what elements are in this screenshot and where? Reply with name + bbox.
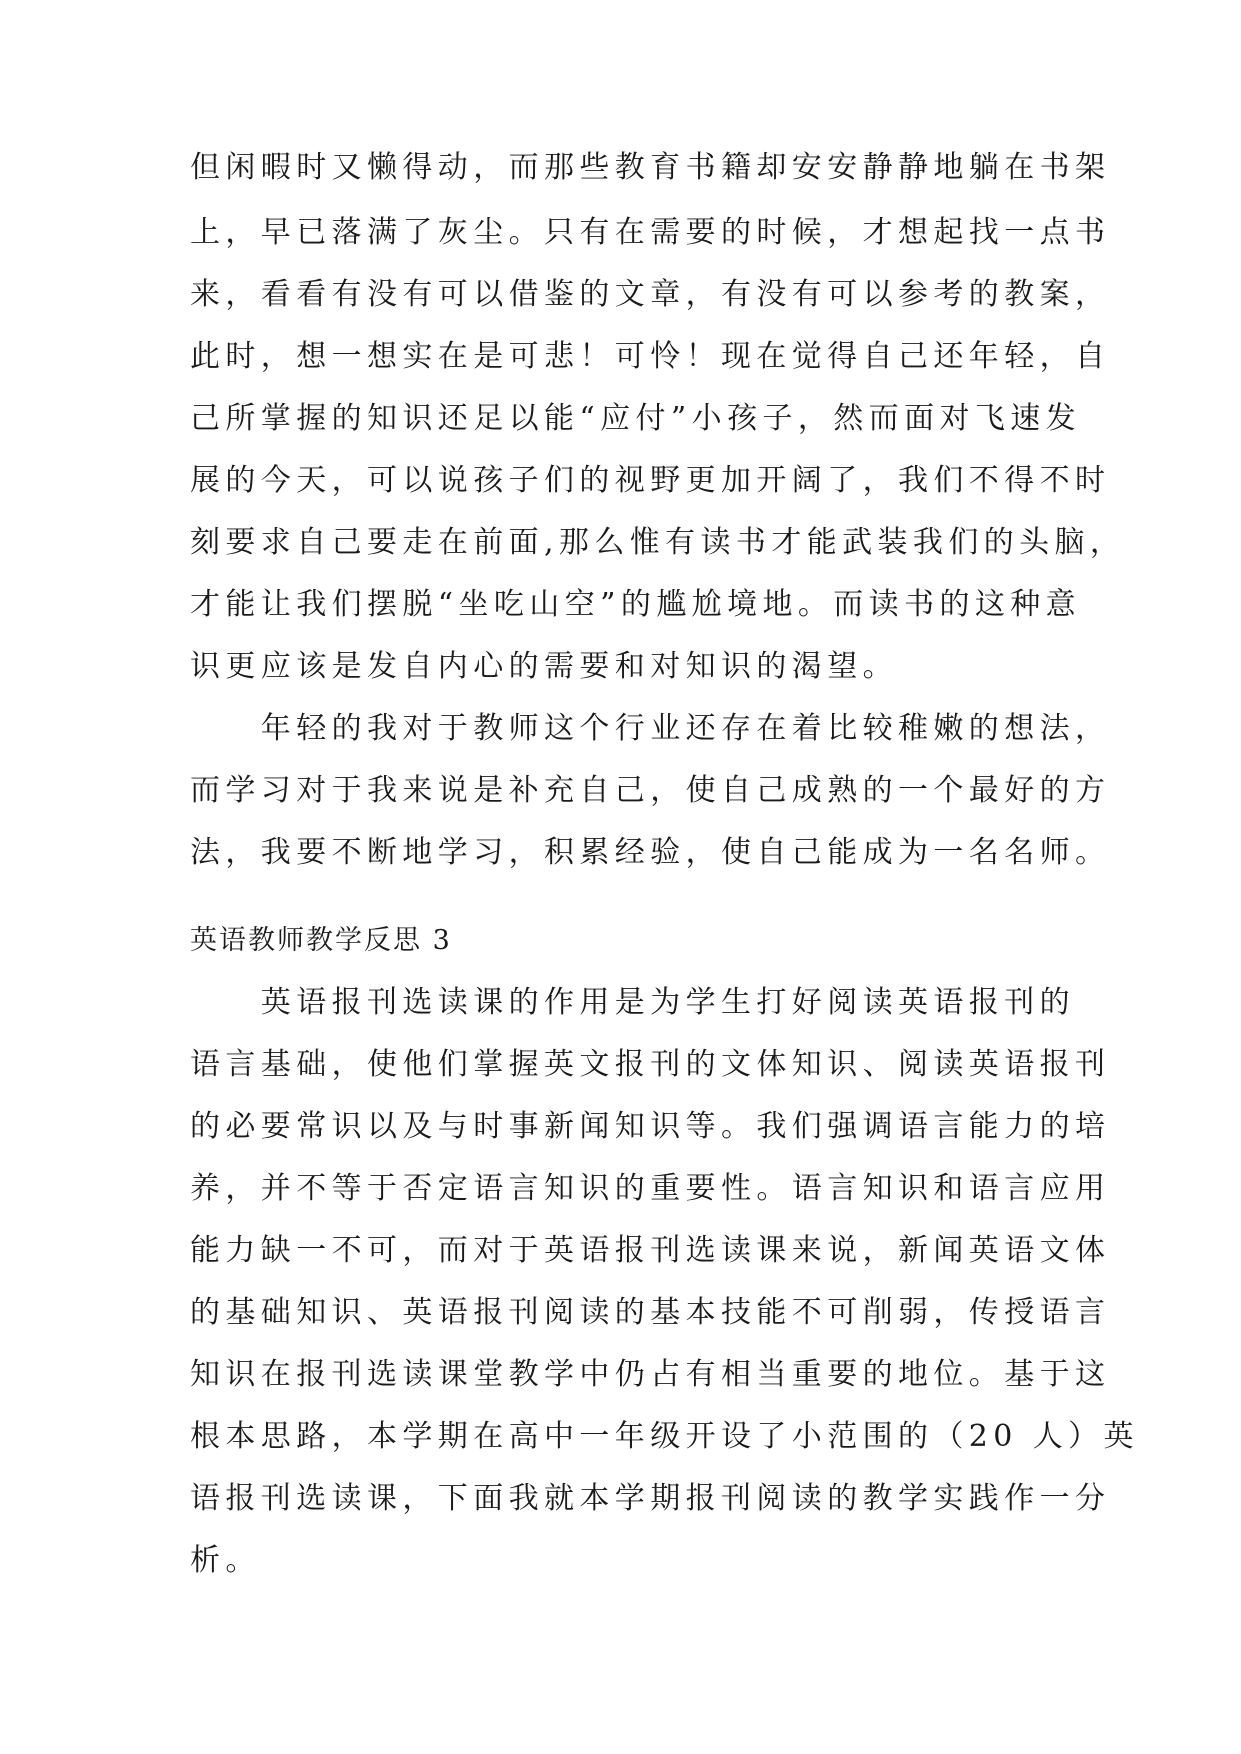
text-line: 才能让我们摆脱“坐吃山空”的尴尬境地。而读书的这种意 (190, 587, 1082, 622)
text-line: 英语报刊选读课的作用是为学生打好阅读英语报刊的 (190, 985, 1075, 1020)
text-line: 的基础知识、英语报刊阅读的基本技能不可削弱，传授语言 (190, 1295, 1111, 1330)
text-line: 析。 (190, 1543, 261, 1578)
text-line: 年轻的我对于教师这个行业还存在着比较稚嫩的想法， (190, 711, 1111, 746)
text-line: 能力缺一不可，而对于英语报刊选读课来说，新闻英语文体 (190, 1233, 1111, 1268)
text-line: 此时，想一想实在是可悲！可怜！现在觉得自己还年轻，自 (190, 339, 1111, 374)
text-line: 法，我要不断地学习，积累经验，使自己能成为一名名师。 (190, 835, 1111, 870)
text-line: 养，并不等于否定语言知识的重要性。语言知识和语言应用 (190, 1171, 1111, 1206)
text-line: 上，早已落满了灰尘。只有在需要的时候，才想起找一点书 (190, 215, 1111, 250)
text-line: 根本思路，本学期在高中一年级开设了小范围的（20 人）英 (190, 1419, 1139, 1454)
text-line: 刻要求自己要走在前面,那么惟有读书才能武装我们的头脑， (190, 525, 1126, 560)
text-line: 展的今天，可以说孩子们的视野更加开阔了，我们不得不时 (190, 463, 1111, 498)
text-line: 语报刊选读课，下面我就本学期报刊阅读的教学实践作一分 (190, 1481, 1111, 1516)
text-line: 来，看看有没有可以借鉴的文章，有没有可以参考的教案， (190, 277, 1111, 312)
text-line: 己所掌握的知识还足以能“应付”小孩子，然而面对飞速发 (190, 401, 1082, 436)
text-line: 但闲暇时又懒得动，而那些教育书籍却安安静静地躺在书架 (190, 150, 1111, 185)
text-line: 知识在报刊选读课堂教学中仍占有相当重要的地位。基于这 (190, 1357, 1111, 1392)
text-line: 识更应该是发自内心的需要和对知识的渴望。 (190, 649, 898, 684)
text-line: 而学习对于我来说是补充自己，使自己成熟的一个最好的方 (190, 773, 1111, 808)
text-line: 的必要常识以及与时事新闻知识等。我们强调语言能力的培 (190, 1109, 1111, 1144)
text-line: 语言基础，使他们掌握英文报刊的文体知识、阅读英语报刊 (190, 1047, 1111, 1082)
section-title: 英语教师教学反思 3 (190, 925, 452, 956)
